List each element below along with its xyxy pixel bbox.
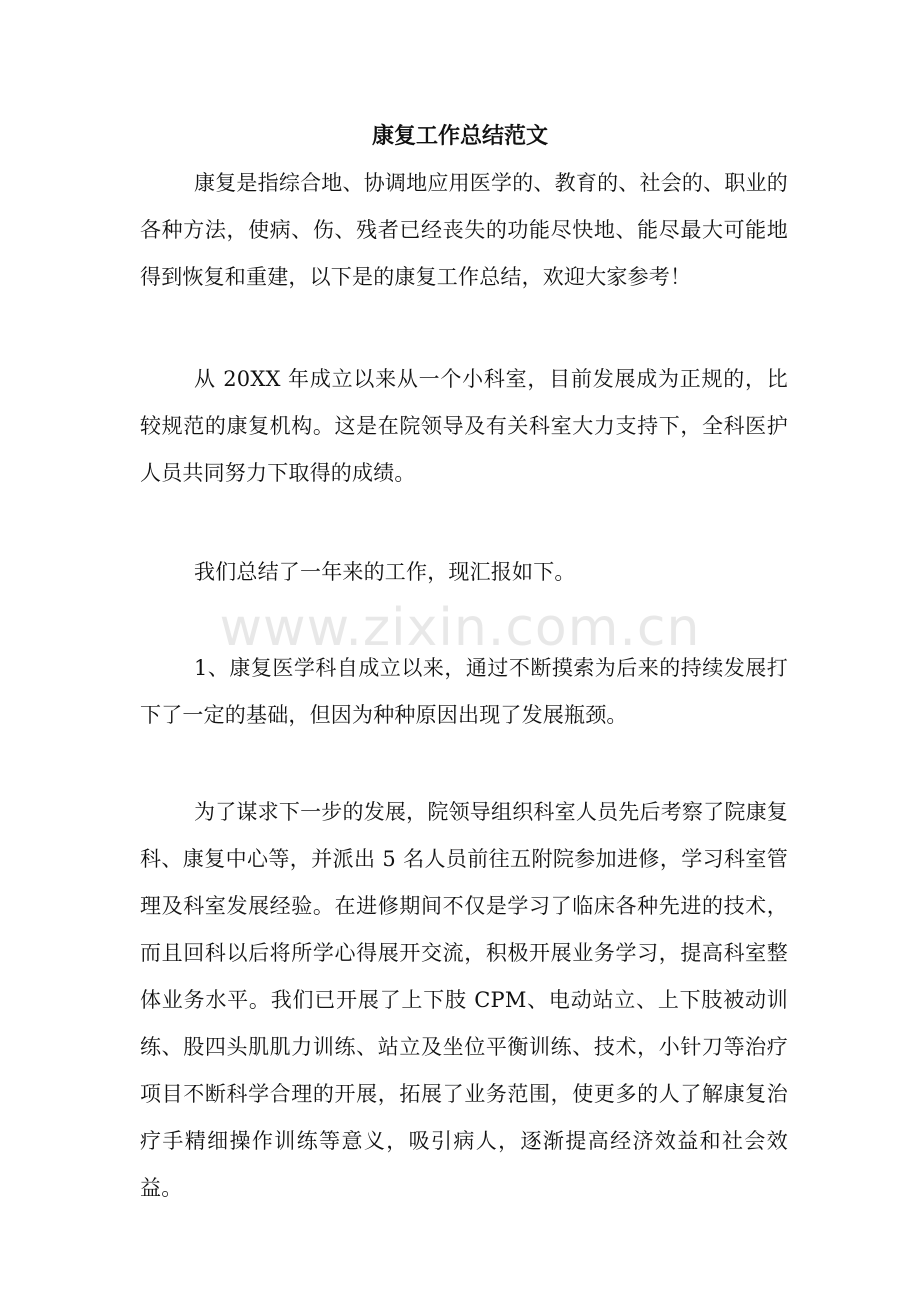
paragraph-history: 从 20XX 年成立以来从一个小科室，目前发展成为正规的，比较规范的康复机构。这是在院领导及有关科室大力支持下，全科医护人员共同努力下取得的成绩。 — [140, 367, 788, 485]
paragraph-intro: 康复是指综合地、协调地应用医学的、教育的、社会的、职业的各种方法，使病、伤、残者已经丧失的功能尽快地、能尽最大可能地得到恢复和重建，以下是的康复工作总结，欢迎大家参考！ — [140, 171, 788, 289]
paragraph-item-1: 1、康复医学科自成立以来，通过不断摸索为后来的持续发展打下了一定的基础，但因为种种原因出现了发展瓶颈。 — [140, 656, 788, 727]
watermark: www.zixin.com.cn — [219, 598, 701, 658]
paragraph-development: 为了谋求下一步的发展，院领导组织科室人员先后考察了院康复科、康复中心等，并派出 5 名人员前往五附院参加进修，学习科室管理及科室发展经验。在进修期间不仅是学习了临床各种先进的技术，而且回科以后将所学心得展开交流，积极开展业务学习，提高科室整体业务水平。我们已开展了上下肢 CPM、电动站立、上下肢被动训练、股四头肌肌力训练、站立及坐位平衡训练、技术，小针刀等治疗项目不断科学合理的开展，拓展了业务范围，使更多的人了解康复治疗手精细操作训练等意义，吸引病人，逐渐提高经济效益和社会效益。 — [140, 800, 788, 1200]
document-title: 康复工作总结范文 — [371, 123, 548, 149]
paragraph-summary-lead: 我们总结了一年来的工作，现汇报如下。 — [194, 560, 576, 584]
